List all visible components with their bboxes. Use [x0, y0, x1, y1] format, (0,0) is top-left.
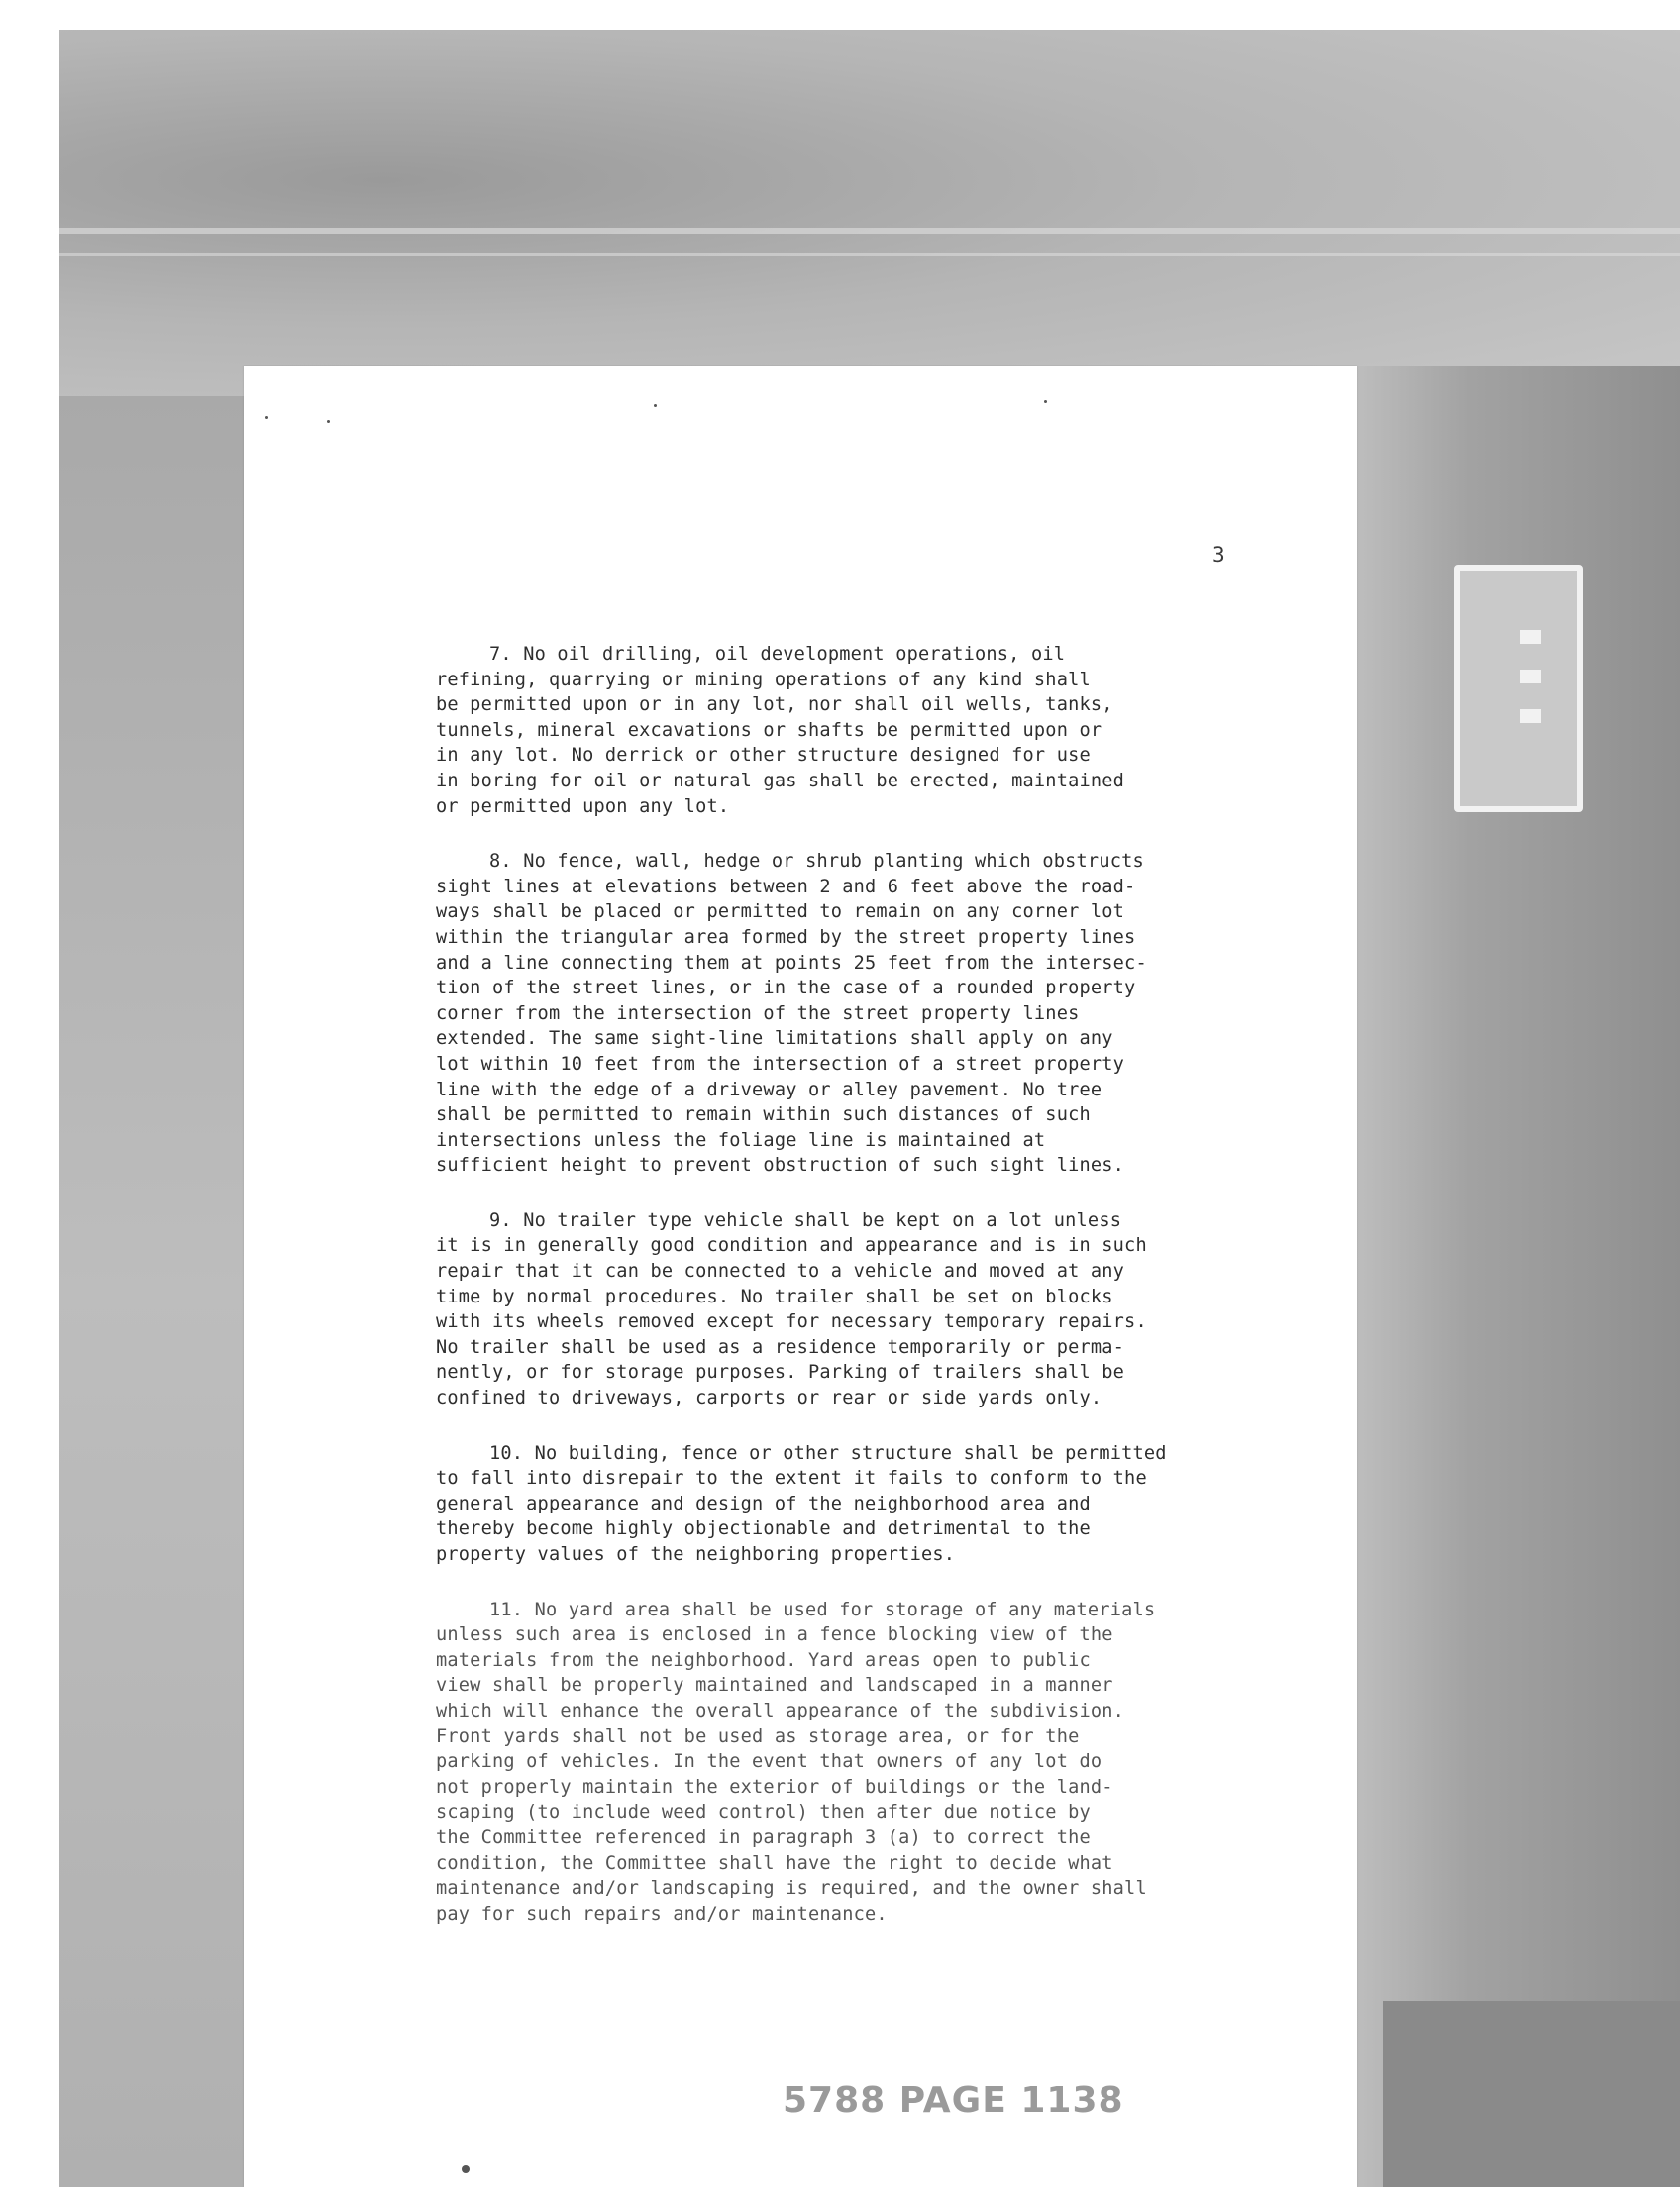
page-number: 3 [1212, 543, 1225, 567]
scan-speck [265, 416, 268, 419]
paragraph-8 [436, 849, 1327, 1179]
tab-slot [1520, 670, 1541, 683]
paragraph-text: No building, fence or other structure shall be permitted to fall into disrepair to the extent it fails to conform to the general appearance and design of the neighborhood area and thereby become highly objectionable and detrimental to the property values of the neighboring properties. [436, 1442, 1167, 1565]
scan-background-bottom [1383, 2001, 1680, 2187]
paragraph-text: No trailer type vehicle shall be kept on a lot unless it is in generally good condition and appearance and is in such repair that it can be connected to a vehicle and moved at any time by normal procedures. No trailer shall be set on blocks with its wheels removed except for necessary temporary repairs. No trailer shall be used as a residence temporarily or perma- nently, or for storage purposes. Parking of trailers shall be confined to driveways, carports or rear or side yards only. [436, 1209, 1147, 1409]
document-body [436, 642, 1327, 1956]
paragraph-number: 10. [489, 1442, 524, 1464]
scan-speck [327, 420, 330, 423]
paragraph-number: 11. [489, 1599, 524, 1620]
recording-stamp: 5788 PAGE 1138 [783, 2080, 1124, 2121]
scan-background-left [59, 396, 244, 2187]
scan-streak [59, 228, 1680, 234]
tab-slot [1520, 630, 1541, 644]
paragraph-10 [436, 1441, 1327, 1568]
paragraph-text: No oil drilling, oil development operations, oil refining, quarrying or mining operations of any kind shall be permitted upon or in any lot, nor shall oil wells, tanks, tunnels, mineral excavations or shafts be permitted upon or in any lot. No derrick or other structure designed for use in boring for oil or natural gas shall be erected, maintained or permitted upon any lot. [436, 644, 1125, 817]
paragraph-number: 7. [489, 644, 512, 665]
scan-speck [462, 2165, 470, 2173]
tab-slot [1520, 709, 1541, 723]
binder-tab [1454, 565, 1583, 812]
paragraph-11 [436, 1598, 1327, 1927]
scan-background-top [59, 30, 1680, 406]
paragraph-text: No fence, wall, hedge or shrub planting which obstructs sight lines at elevations between 2 and 6 feet above the road- ways shall be placed or permitted to remain on any corner lot within the triangular area formed by the street property lines and a line connecting them at points 25 feet from the intersec- tion of the street lines, or in the case of a rounded property corner from the intersection of the street property lines extended. The same sight-line limitations shall apply on any lot within 10 feet from the intersection of a street property line with the edge of a driveway or alley pavement. No tree shall be permitted to remain within such distances of such intersections unless the foliage line is maintained at sufficient height to prevent obstruction of such sight lines. [436, 851, 1147, 1177]
paragraph-number: 9. [489, 1209, 512, 1231]
scan-speck [1044, 400, 1047, 403]
paragraph-7 [436, 642, 1327, 819]
paragraph-number: 8. [489, 851, 512, 873]
paragraph-text: No yard area shall be used for storage of any materials unless such area is enclosed in a fence blocking view of the materials from the neighborhood. Yard areas open to public view shall be properly maintained and landscaped in a manner which will enhance the overall appearance of the subdivision. Front yards shall not be used as storage area, or for the parking of vehicles. In the event that owners of any lot do not properly maintain the exterior of buildings or the land- scaping (to include weed control) then after due notice by the Committee referenced in paragraph 3 (a) to correct the condition, the Committee shall have the right to decide what maintenance and/or landscaping is required, and the owner shall pay for such repairs and/or maintenance. [436, 1599, 1156, 1925]
scan-streak [59, 253, 1680, 256]
scan-speck [654, 404, 657, 407]
paragraph-9 [436, 1208, 1327, 1411]
